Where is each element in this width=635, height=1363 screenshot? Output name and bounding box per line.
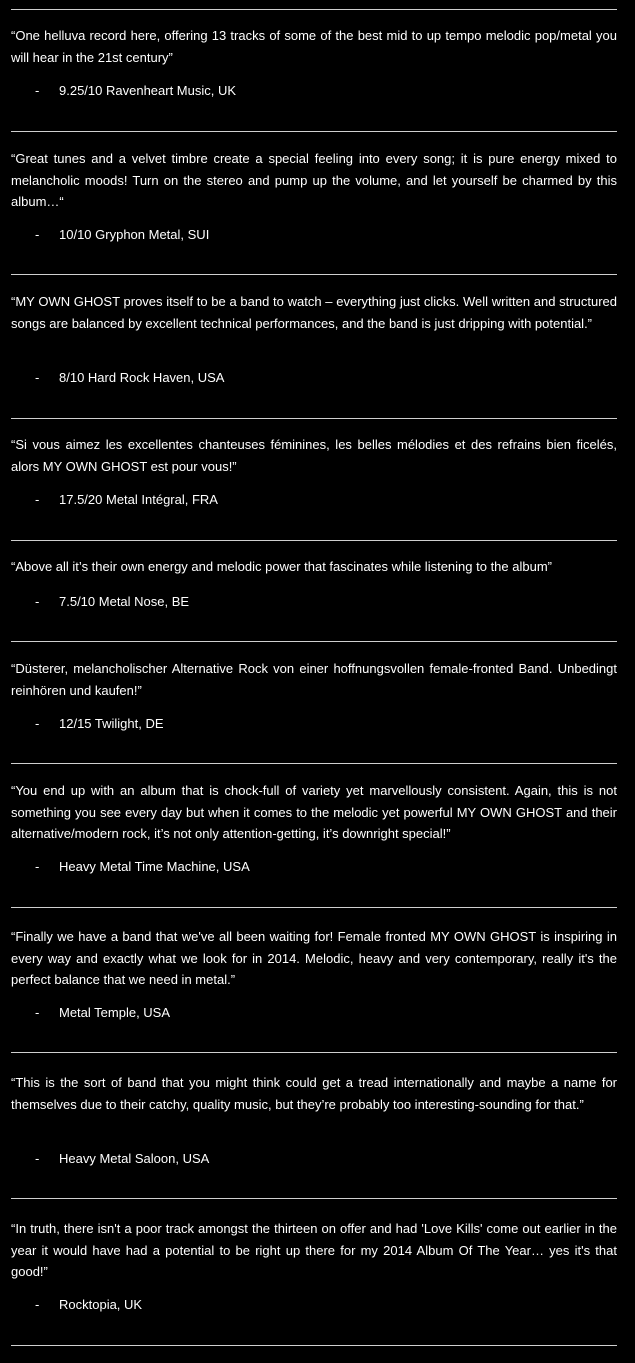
divider xyxy=(11,274,617,275)
bullet-dash: - xyxy=(35,594,40,609)
divider xyxy=(11,641,617,642)
divider xyxy=(11,907,617,908)
divider xyxy=(11,1345,617,1346)
review-source-4 xyxy=(35,489,218,511)
review-quote-3: “MY OWN GHOST proves itself to be a band to watch – everything just clicks. Well written and structured songs are balanced by excellent technical performances, and the band is just dripping with potential.” xyxy=(11,294,617,331)
divider xyxy=(11,418,617,419)
bullet-dash: - xyxy=(35,716,40,731)
review-source-1 xyxy=(35,80,236,102)
review-source-text: 9.25/10 Ravenheart Music, UK xyxy=(59,83,237,98)
divider xyxy=(11,1052,617,1053)
review-quote-5: “Above all it’s their own energy and melodic power that fascinates while listening to the album” xyxy=(11,559,552,574)
review-source-text: Metal Temple, USA xyxy=(59,1005,171,1020)
review-quote-4: “Si vous aimez les excellentes chanteuses féminines, les belles mélodies et des refrains bien ficelés, alors MY OWN GHOST est pour vous!” xyxy=(11,437,617,474)
review-source-9 xyxy=(35,1148,209,1170)
review-source-text: Heavy Metal Saloon, USA xyxy=(59,1151,210,1166)
review-source-6 xyxy=(35,713,164,735)
review-source-text: 12/15 Twilight, DE xyxy=(59,716,164,731)
bullet-dash: - xyxy=(35,83,40,98)
review-source-text: Rocktopia, UK xyxy=(59,1297,143,1312)
review-source-7 xyxy=(35,856,250,878)
review-source-text: 17.5/20 Metal Intégral, FRA xyxy=(59,492,218,507)
bullet-dash: - xyxy=(35,1005,40,1020)
review-quote-7: “You end up with an album that is chock-full of variety yet marvellously consistent. Again, this is not something you see every day but when it comes to the melodic yet powerful MY OWN GHOST and their alternative/modern rock, it’s not only attention-getting, it’s downright special!” xyxy=(11,783,617,841)
review-quote-6: “Düsterer, melancholischer Alternative Rock von einer hoffnungsvollen female-fronted Band. Unbedingt reinhören und kaufen!” xyxy=(11,661,617,698)
review-quote-1: “One helluva record here, offering 13 tracks of some of the best mid to up tempo melodic pop/metal you will hear in the 21st century” xyxy=(11,28,617,65)
bullet-dash: - xyxy=(35,492,40,507)
review-source-10 xyxy=(35,1294,142,1316)
review-quote-2: “Great tunes and a velvet timbre create a special feeling into every song; it is pure energy mixed to melancholic moods! Turn on the stereo and pump up the volume, and let yourself be charmed by this album…“ xyxy=(11,151,617,209)
divider xyxy=(11,763,617,764)
divider xyxy=(11,540,617,541)
review-source-text: 8/10 Hard Rock Haven, USA xyxy=(59,370,225,385)
review-source-text: 7.5/10 Metal Nose, BE xyxy=(59,594,190,609)
review-source-8 xyxy=(35,1002,170,1024)
bullet-dash: - xyxy=(35,1151,40,1166)
divider xyxy=(11,131,617,132)
review-quote-8: “Finally we have a band that we've all been waiting for! Female fronted MY OWN GHOST is inspiring in every way and exactly what we look for in 2014. Melodic, heavy and very contemporary, really it's the perfect balance that we need in metal.” xyxy=(11,929,617,987)
bullet-dash: - xyxy=(35,227,40,242)
review-quote-9: “This is the sort of band that you might think could get a tread internationally and maybe a name for themselves due to their catchy, quality music, but they’re probably too interesting-sounding for that.” xyxy=(11,1075,617,1112)
divider xyxy=(11,9,617,10)
bullet-dash: - xyxy=(35,370,40,385)
review-source-text: Heavy Metal Time Machine, USA xyxy=(59,859,250,874)
bullet-dash: - xyxy=(35,1297,40,1312)
review-source-5 xyxy=(35,591,189,613)
review-source-3 xyxy=(35,367,224,389)
bullet-dash: - xyxy=(35,859,40,874)
review-source-text: 10/10 Gryphon Metal, SUI xyxy=(59,227,210,242)
divider xyxy=(11,1198,617,1199)
review-source-2 xyxy=(35,224,209,246)
review-quote-10: “In truth, there isn't a poor track amongst the thirteen on offer and had 'Love Kills' come out earlier in the year it would have had a potential to be right up there for my 2014 Album Of The Year… yes it's that good!” xyxy=(11,1221,617,1279)
